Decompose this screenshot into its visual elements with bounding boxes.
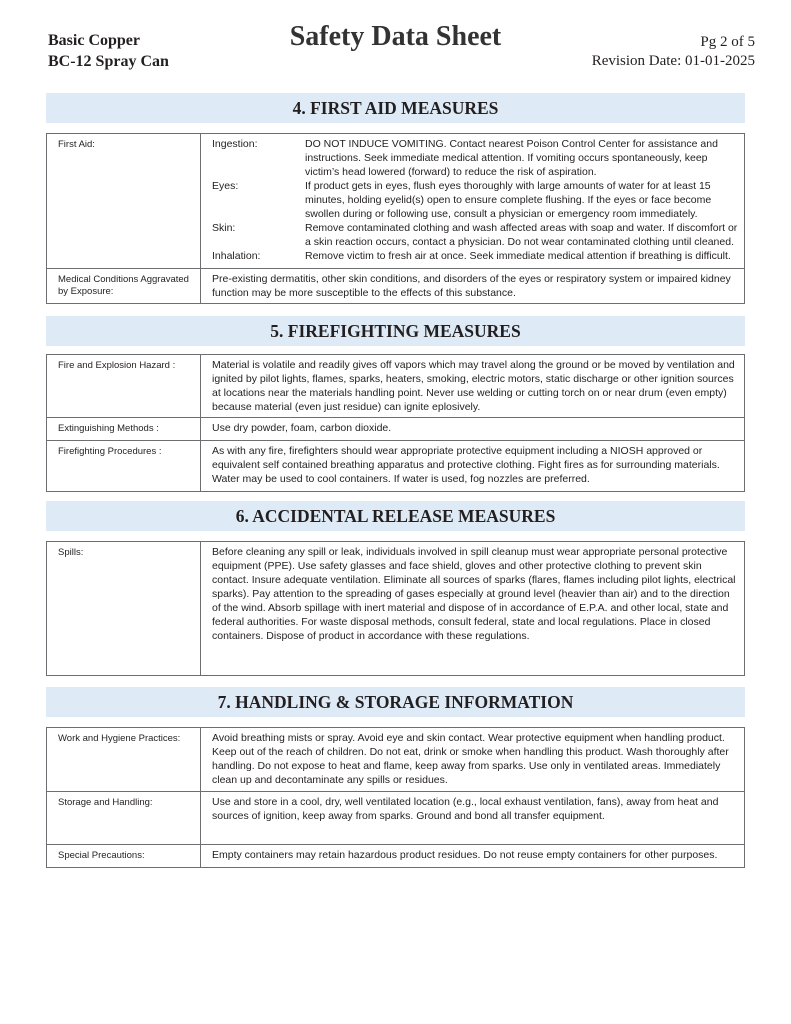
first-aid-item-label: Skin: (212, 222, 236, 234)
medical-conditions-label: Medical Conditions Aggravated by Exposure: (47, 269, 201, 304)
page-header (0, 0, 791, 90)
fire-explosion-text: Material is volatile and readily gives off vapors which may travel along the ground or be moved by ventilation and ignited by pilot lights, flames, sparks, heaters, smoking, electric motors, static discharge or other ignition sources at locations near the materials handling point. Never use welding or cutting torch on or near drum (even empty) because material (even just residue) can ignite eplosively. (201, 355, 745, 418)
first-aid-item-label: Inhalation: (212, 250, 261, 262)
first-aid-item-text: Remove victim to fresh air at once. Seek immediate medical attention if breathing is difficult. (305, 250, 731, 262)
extinguishing-text: Use dry powder, foam, carbon dioxide. (201, 418, 745, 441)
document-title: Safety Data Sheet (289, 21, 502, 52)
first-aid-item-text: DO NOT INDUCE VOMITING. Contact nearest Poison Control Center for assistance and instructions. Seek immediate medical attention. If vomiting occurs spontaneously, keep victim’s head lowered (forward) to reduce the risk of aspiration. (305, 138, 718, 178)
first-aid-item-text: If product gets in eyes, flush eyes thoroughly with large amounts of water for at least 15 minutes, holding eyelid(s) open to ensure complete flushing. If the eyes or face become swollen during or following use, consult a physician or emergency room immediately. (305, 180, 712, 220)
product-code: BC-12 Spray Can (48, 53, 169, 70)
page-number: Pg 2 of 5 (700, 34, 755, 50)
extinguishing-label: Extinguishing Methods : (47, 418, 201, 441)
first-aid-item-label: Eyes: (212, 180, 239, 192)
table-row (47, 845, 745, 868)
first-aid-item-label: Ingestion: (212, 138, 258, 150)
storage-handling-label: Storage and Handling: (47, 792, 201, 845)
spills-label: Spills: (47, 542, 201, 676)
table-row (47, 355, 745, 418)
first-aid-item-ingestion (212, 137, 741, 179)
work-hygiene-label: Work and Hygiene Practices: (47, 728, 201, 792)
storage-handling-text: Use and store in a cool, dry, well ventilated location (e.g., local exhaust ventilation, fans), away from heat and sources of ignition, keep away from sparks. Ground and bond all transfer equipment. (201, 792, 745, 845)
section-title-firefighting: 5. FIREFIGHTING MEASURES (46, 316, 745, 346)
table-row (47, 728, 745, 792)
special-precautions-text: Empty containers may retain hazardous product residues. Do not reuse empty containers for other purposes. (201, 845, 745, 868)
product-name: Basic Copper (48, 32, 140, 49)
first-aid-item-inhalation (212, 249, 741, 263)
table-row (47, 542, 745, 676)
first-aid-label: First Aid: (47, 134, 201, 269)
first-aid-item-text: Remove contaminated clothing and wash affected areas with soap and water. If discomfort or a skin reaction occurs, contact a physician. Do not wear contaminated clothing until cleaned. (305, 222, 738, 248)
table-row (47, 269, 745, 304)
first-aid-table (46, 133, 745, 304)
first-aid-content (201, 134, 745, 269)
medical-conditions-text: Pre-existing dermatitis, other skin conditions, and disorders of the eyes or respiratory system or impaired kidney function may be more susceptible to the effects of this substance. (201, 269, 745, 304)
work-hygiene-text: Avoid breathing mists or spray. Avoid eye and skin contact. Wear protective equipment when handling product. Keep out of the reach of children. Do not eat, drink or smoke when handling this product. Wash thoroughly after handling. Do not expose to heat and flame, keep away from sparks. Use only in ventilated areas. Immediately clean up and decontaminate any spills or residues. (201, 728, 745, 792)
table-row (47, 134, 745, 269)
table-row (47, 418, 745, 441)
section-title-first-aid: 4. FIRST AID MEASURES (46, 93, 745, 123)
first-aid-item-eyes (212, 179, 741, 221)
revision-date: Revision Date: 01-01-2025 (591, 53, 755, 69)
firefighting-procedures-text: As with any fire, firefighters should wear appropriate protective equipment including a NIOSH approved or equivalent self contained breathing apparatus and protective clothing. Fight fires as for surrounding materials. Water may be used to cool containers. If water is used, fog nozzles are preferred. (201, 441, 745, 492)
section-title-handling-storage: 7. HANDLING & STORAGE INFORMATION (46, 687, 745, 717)
table-row (47, 792, 745, 845)
firefighting-procedures-label: Firefighting Procedures : (47, 441, 201, 492)
table-row (47, 441, 745, 492)
first-aid-item-skin (212, 221, 741, 249)
section-title-accidental-release: 6. ACCIDENTAL RELEASE MEASURES (46, 501, 745, 531)
handling-storage-table (46, 727, 745, 868)
spills-text: Before cleaning any spill or leak, individuals involved in spill cleanup must wear appropriate personal protective equipment (PPE). Use safety glasses and face shield, gloves and other protective clothing to prevent skin contact. Insure adequate ventilation. Eliminate all sources of sparks (flares, flames including pilot lights, electrical sparks). Pay attention to the spreading of gases especially at ground level (heavier than air) and to the direction of the wind. Absorb spillage with inert material and dispose of in accordance of E.P.A. and other local, state and federal authorities. For waste disposal methods, consult federal, state and local regulations. Place in closed containers. Dispose of product in accordance with these regulations. (201, 542, 745, 676)
special-precautions-label: Special Precautions: (47, 845, 201, 868)
fire-explosion-label: Fire and Explosion Hazard : (47, 355, 201, 418)
firefighting-table (46, 354, 745, 492)
accidental-release-table (46, 541, 745, 676)
